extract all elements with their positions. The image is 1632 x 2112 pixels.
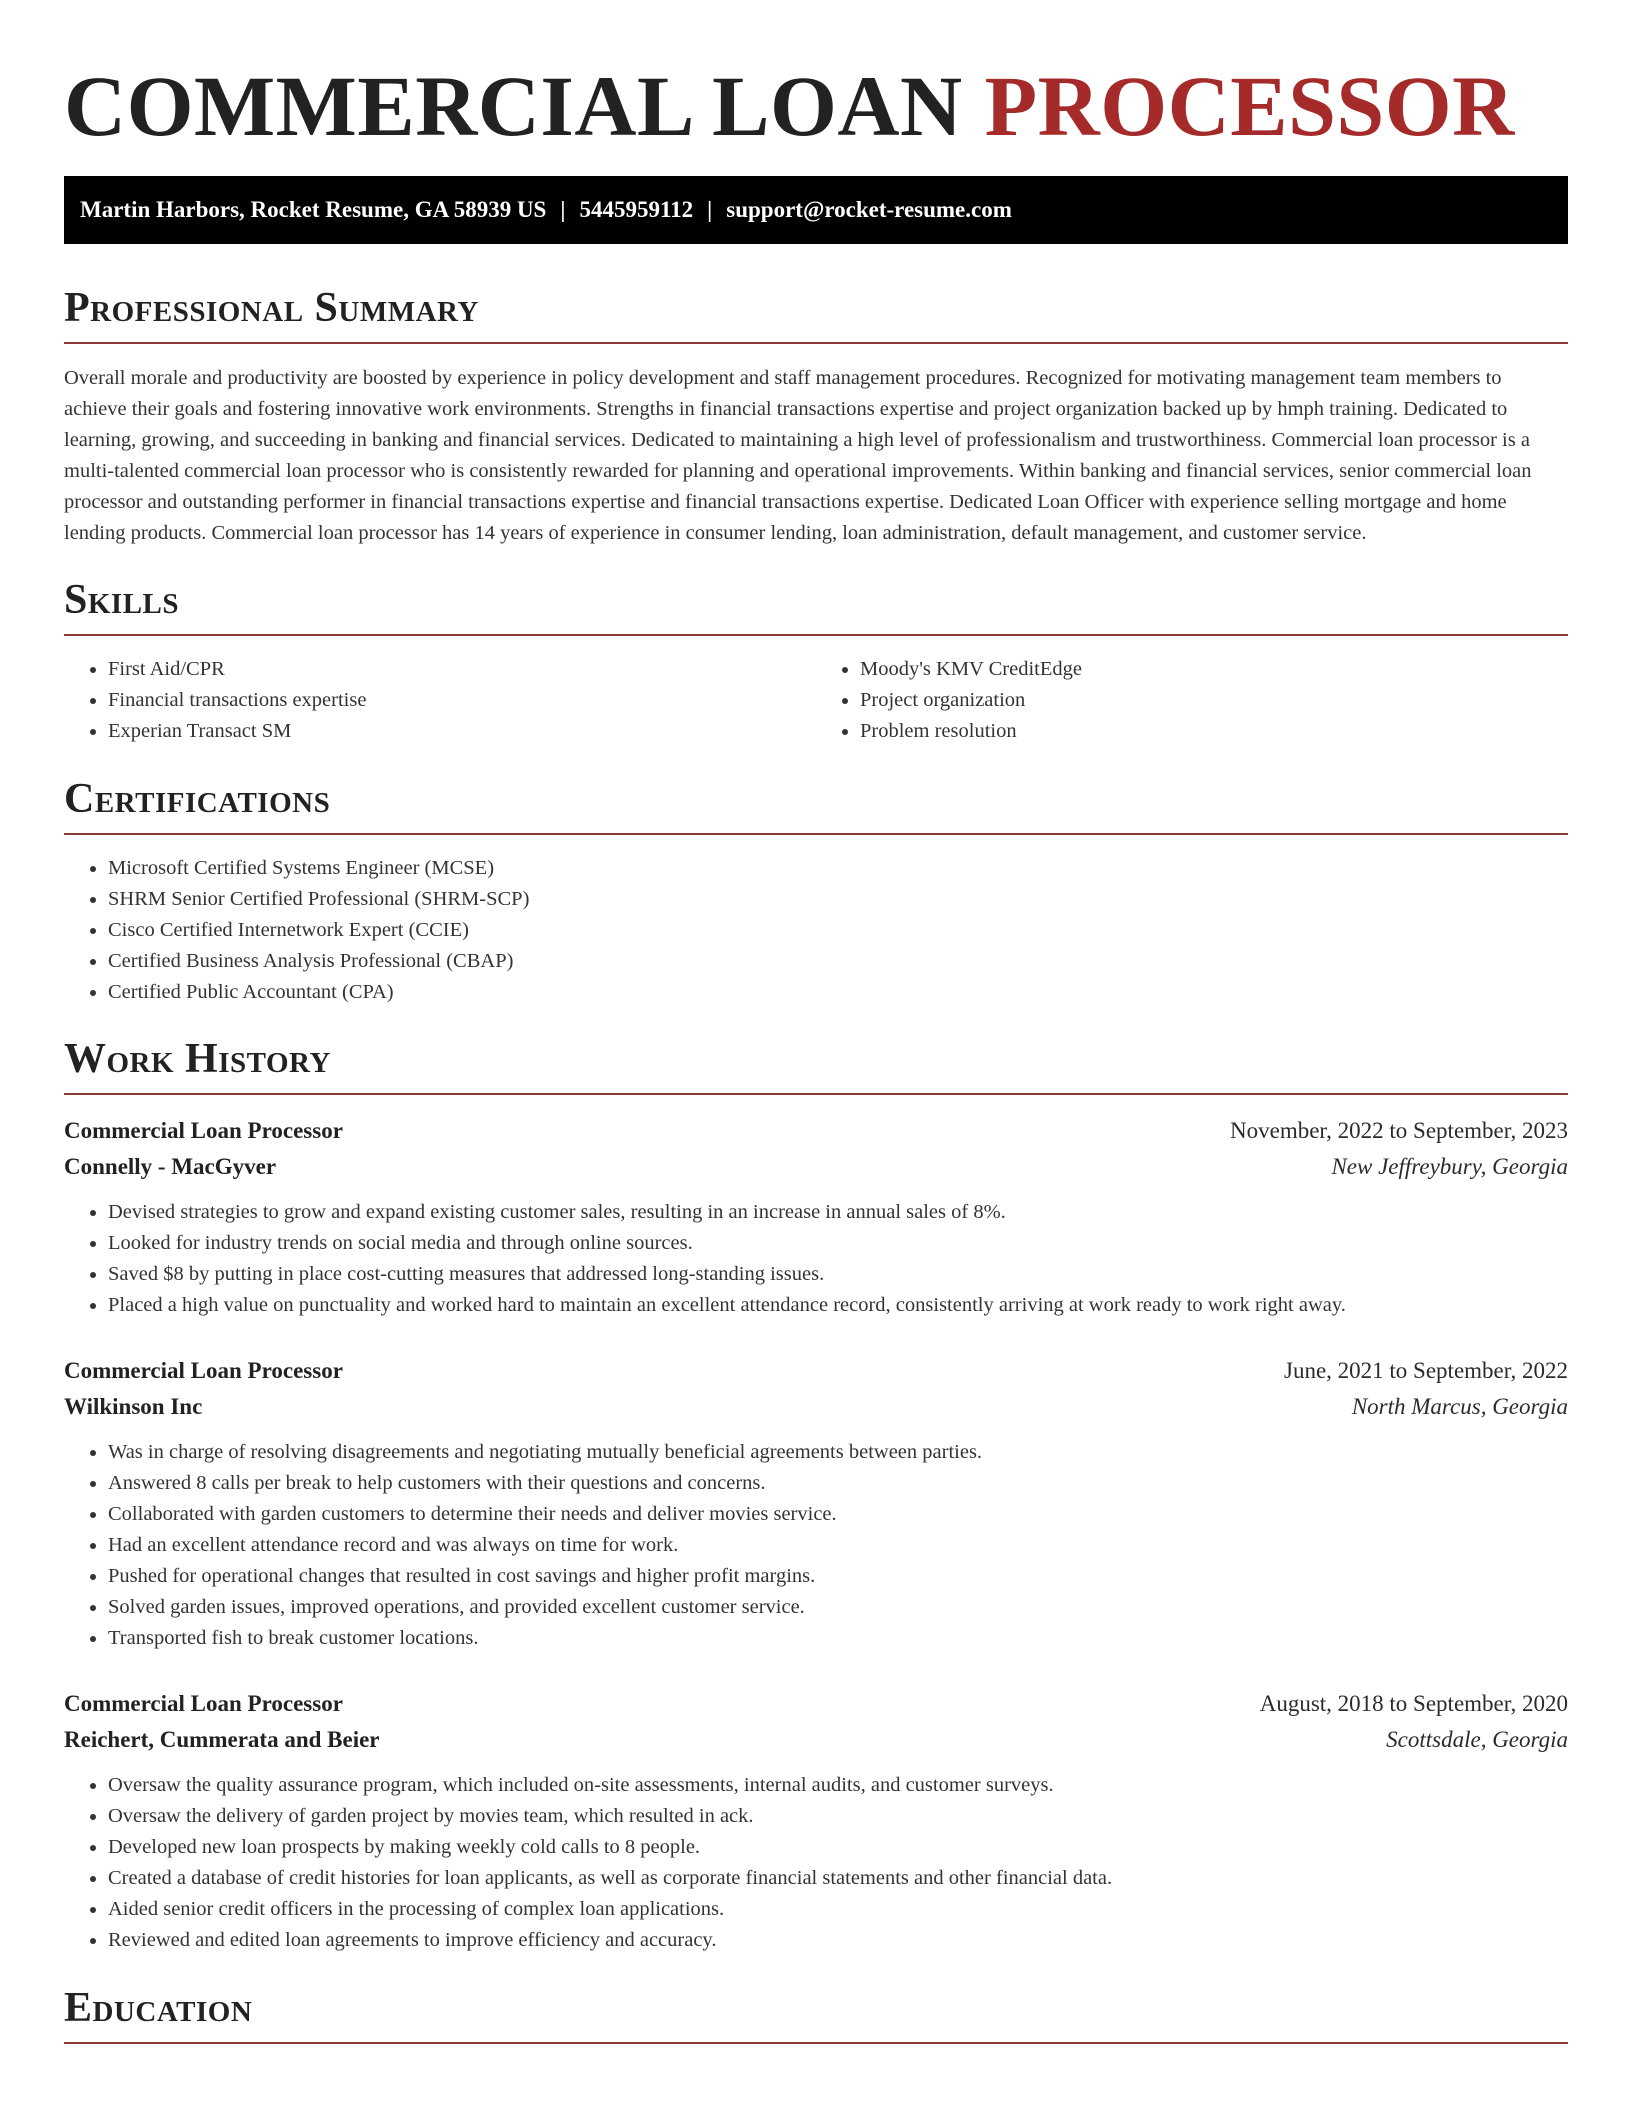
job-company: Reichert, Cummerata and Beier <box>64 1727 380 1752</box>
job-title: Commercial Loan Processor <box>64 1691 343 1716</box>
job-company: Connelly - MacGyver <box>64 1154 277 1179</box>
job-bullet: • Oversaw the delivery of garden project by movies team, which resulted in ack. <box>108 1801 1568 1832</box>
certification-item: • Certified Business Analysis Professional (CBAP) <box>108 946 1568 977</box>
job-company-row <box>64 1149 1568 1185</box>
section-heading-work-history: Work History <box>64 1037 1568 1095</box>
job-bullets <box>64 1770 1568 1956</box>
job-dates: June, 2021 to September, 2022 <box>1284 1358 1568 1383</box>
job-bullet: • Developed new loan prospects by making weekly cold calls to 8 people. <box>108 1832 1568 1863</box>
job-dates: November, 2022 to September, 2023 <box>1230 1118 1568 1143</box>
skills-grid <box>64 654 1568 747</box>
work-history-section <box>64 1037 1568 1956</box>
job-bullet: • Collaborated with garden customers to determine their needs and deliver movies service. <box>108 1499 1568 1530</box>
job-bullet: • Aided senior credit officers in the processing of complex loan applications. <box>108 1894 1568 1925</box>
certification-item: • Cisco Certified Internetwork Expert (CCIE) <box>108 915 1568 946</box>
contact-phone: 5445959112 <box>579 197 694 222</box>
job-location: North Marcus, Georgia <box>1351 1394 1568 1419</box>
section-heading-certifications: Certifications <box>64 777 1568 835</box>
resume-title <box>64 0 1568 156</box>
contact-separator: | <box>707 197 713 222</box>
contact-bar <box>64 176 1568 244</box>
skill-item: • Project organization <box>860 685 1568 716</box>
skill-item: • Experian Transact SM <box>108 716 816 747</box>
skill-item: • Financial transactions expertise <box>108 685 816 716</box>
contact-address: Martin Harbors, Rocket Resume, GA 58939 US <box>80 197 547 222</box>
job-company-row <box>64 1389 1568 1425</box>
job-bullet: • Had an excellent attendance record and was always on time for work. <box>108 1530 1568 1561</box>
certification-item: • SHRM Senior Certified Professional (SHRM-SCP) <box>108 884 1568 915</box>
job-bullet: • Pushed for operational changes that resulted in cost savings and higher profit margins. <box>108 1561 1568 1592</box>
job-bullet: • Solved garden issues, improved operations, and provided excellent customer service. <box>108 1592 1568 1623</box>
summary-section <box>64 286 1568 549</box>
title-accent: PROCESSOR <box>984 58 1515 154</box>
job-company-row <box>64 1722 1568 1758</box>
education-section <box>64 1986 1568 2044</box>
contact-separator: | <box>560 197 566 222</box>
title-main: COMMERCIAL LOAN <box>64 58 963 154</box>
job-entry <box>64 1113 1568 1321</box>
section-heading-summary: Professional Summary <box>64 286 1568 344</box>
section-heading-skills: Skills <box>64 578 1568 636</box>
job-bullets <box>64 1197 1568 1321</box>
job-location: Scottsdale, Georgia <box>1386 1727 1568 1752</box>
contact-email[interactable]: support@rocket-resume.com <box>726 197 1012 222</box>
job-entry <box>64 1353 1568 1654</box>
skills-section <box>64 578 1568 747</box>
job-company: Wilkinson Inc <box>64 1394 203 1419</box>
job-header-row <box>64 1113 1568 1149</box>
certifications-section <box>64 777 1568 1008</box>
job-bullet: • Answered 8 calls per break to help customers with their questions and concerns. <box>108 1468 1568 1499</box>
job-dates: August, 2018 to September, 2020 <box>1259 1691 1568 1716</box>
job-bullet: • Saved $8 by putting in place cost-cutting measures that addressed long-standing issues. <box>108 1259 1568 1290</box>
certification-item: • Certified Public Accountant (CPA) <box>108 977 1568 1008</box>
job-bullet: • Looked for industry trends on social media and through online sources. <box>108 1228 1568 1259</box>
job-entry <box>64 1686 1568 1956</box>
job-header-row <box>64 1353 1568 1389</box>
skill-item: • Problem resolution <box>860 716 1568 747</box>
certification-item: • Microsoft Certified Systems Engineer (MCSE) <box>108 853 1568 884</box>
job-bullet: • Created a database of credit histories for loan applicants, as well as corporate financial statements and other financial data. <box>108 1863 1568 1894</box>
skill-item: • First Aid/CPR <box>108 654 816 685</box>
job-location: New Jeffreybury, Georgia <box>1331 1154 1568 1179</box>
skills-list-right <box>816 654 1568 747</box>
job-bullet: • Reviewed and edited loan agreements to improve efficiency and accuracy. <box>108 1925 1568 1956</box>
job-bullet: • Transported fish to break customer locations. <box>108 1623 1568 1654</box>
job-bullet: • Devised strategies to grow and expand existing customer sales, resulting in an increase in annual sales of 8%. <box>108 1197 1568 1228</box>
job-bullets <box>64 1437 1568 1654</box>
skills-list-left <box>64 654 816 747</box>
section-heading-education: Education <box>64 1986 1568 2044</box>
job-bullet: • Placed a high value on punctuality and worked hard to maintain an excellent attendance record, consistently arriving at work ready to work right away. <box>108 1290 1568 1321</box>
resume-page <box>64 0 1568 2044</box>
skill-item: • Moody's KMV CreditEdge <box>860 654 1568 685</box>
job-title: Commercial Loan Processor <box>64 1358 343 1383</box>
job-bullet: • Oversaw the quality assurance program, which included on-site assessments, internal audits, and customer surveys. <box>108 1770 1568 1801</box>
job-header-row <box>64 1686 1568 1722</box>
job-title: Commercial Loan Processor <box>64 1118 343 1143</box>
job-bullet: • Was in charge of resolving disagreements and negotiating mutually beneficial agreements between parties. <box>108 1437 1568 1468</box>
certifications-list <box>64 853 1568 1008</box>
summary-text: Overall morale and productivity are boosted by experience in policy development and staff management procedures. Recognized for motivating management team members to achieve their goals and fostering innovative work environments. Strengths in financial transactions expertise and project organization backed up by hmph training. Dedicated to learning, growing, and succeeding in banking and financial services. Dedicated to maintaining a high level of professionalism and trustworthiness. Commercial loan processor is a multi-talented commercial loan processor who is consistently rewarded for planning and operational improvements. Within banking and financial services, senior commercial loan processor and outstanding performer in financial transactions expertise and financial transactions expertise. Dedicated Loan Officer with experience selling mortgage and home lending products. Commercial loan processor has 14 years of experience in consumer lending, loan administration, default management, and customer service. <box>64 367 1532 544</box>
